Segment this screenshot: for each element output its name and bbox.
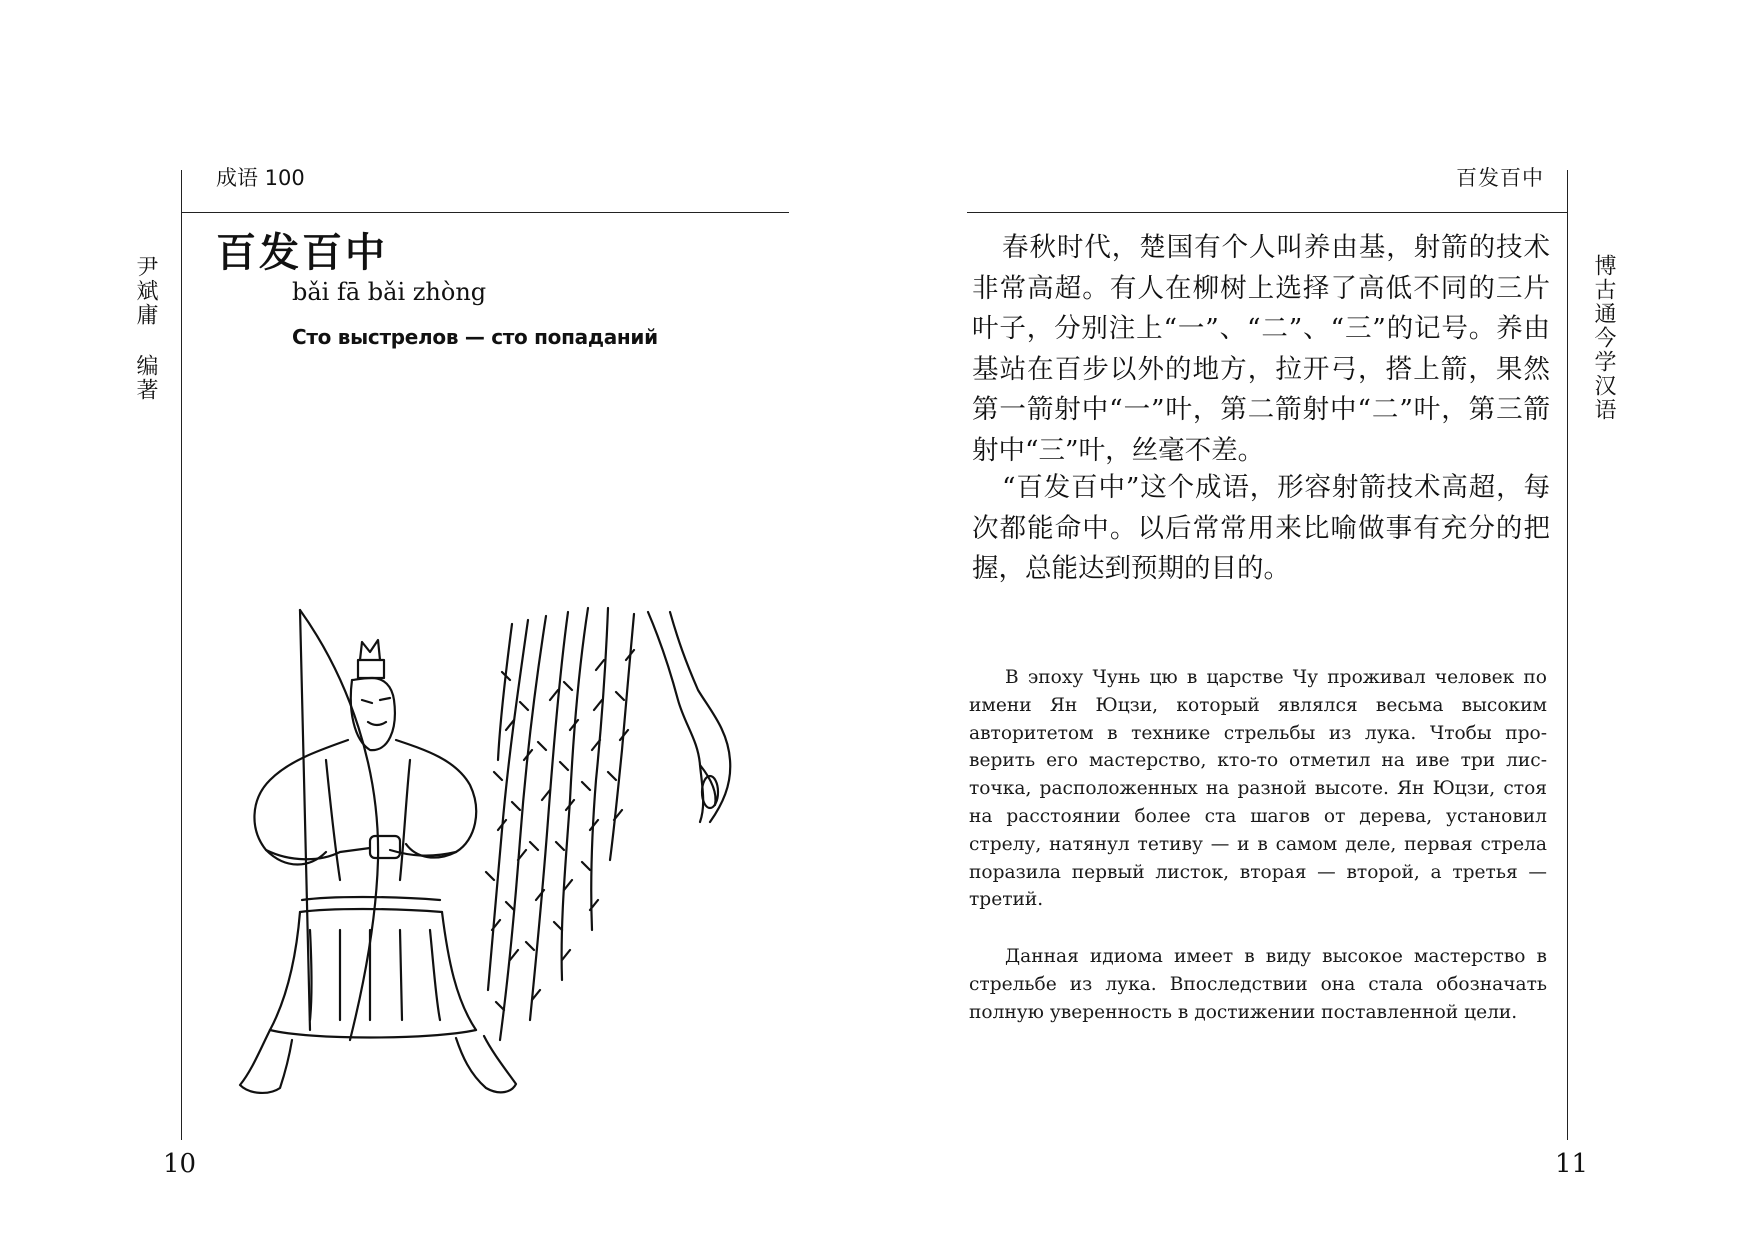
idiom-pinyin: bǎi fā bǎi zhòng bbox=[292, 278, 487, 306]
running-head-right: 百发百中 bbox=[1456, 166, 1544, 190]
chinese-paragraph-1: 春秋时代，楚国有个人叫养由基，射箭的技术非常高超。有人在柳树上选择了高低不同的三片叶子，分别注上“一”、“二”、“三”的记号。养由基站在百步以外的地方，拉开弓，搭上箭，果然第一箭射中“一”叶，第二箭射中“二”叶，第三箭射中“三”叶，丝毫不差。 bbox=[972, 232, 1550, 466]
page-number-left: 10 bbox=[163, 1149, 197, 1179]
running-head-left: 成语 100 bbox=[216, 166, 305, 190]
author-side-text: 尹斌庸 编著 bbox=[133, 254, 158, 402]
russian-paragraph-2: Данная идиома имеет в виду высокое мастерство в стрельбе из лука. Впоследствии она стала обозначать полную уверенность в достижении поставленной цели. bbox=[969, 946, 1547, 1023]
russian-paragraph-1: В эпоху Чунь цю в царстве Чу проживал человек по имени Ян Юцзи, который являлся весьма высоким авторитетом в технике стрельбы из лука. Чтобы проверить его мастерство, кто-то отметил на иве три листочка, расположенных на разной высоте. Ян Юцзи, стоя на расстоянии более ста шагов от дерева, установил стрелу, натянул тетиву — и в самом деле, первая стрела поразила первый листок, вторая — второй, а третья — третий. bbox=[969, 667, 1547, 911]
page-number-right: 11 bbox=[1555, 1149, 1589, 1179]
idiom-russian-title: Сто выстрелов — сто попаданий bbox=[292, 325, 658, 349]
archer-illustration bbox=[230, 600, 790, 1140]
left-margin-rule bbox=[181, 170, 182, 1140]
idiom-title: 百发百中 bbox=[216, 230, 388, 276]
right-margin-rule bbox=[1567, 170, 1568, 1140]
series-side-text: 博古通今学汉语 bbox=[1591, 254, 1616, 422]
chinese-paragraph-2: “百发百中”这个成语，形容射箭技术高超，每次都能命中。以后常常用来比喻做事有充分的把握，总能达到预期的目的。 bbox=[972, 472, 1550, 584]
left-header-rule bbox=[181, 212, 789, 213]
willow-tree bbox=[486, 608, 730, 1040]
archer-figure bbox=[240, 610, 516, 1093]
right-header-rule bbox=[967, 212, 1567, 213]
